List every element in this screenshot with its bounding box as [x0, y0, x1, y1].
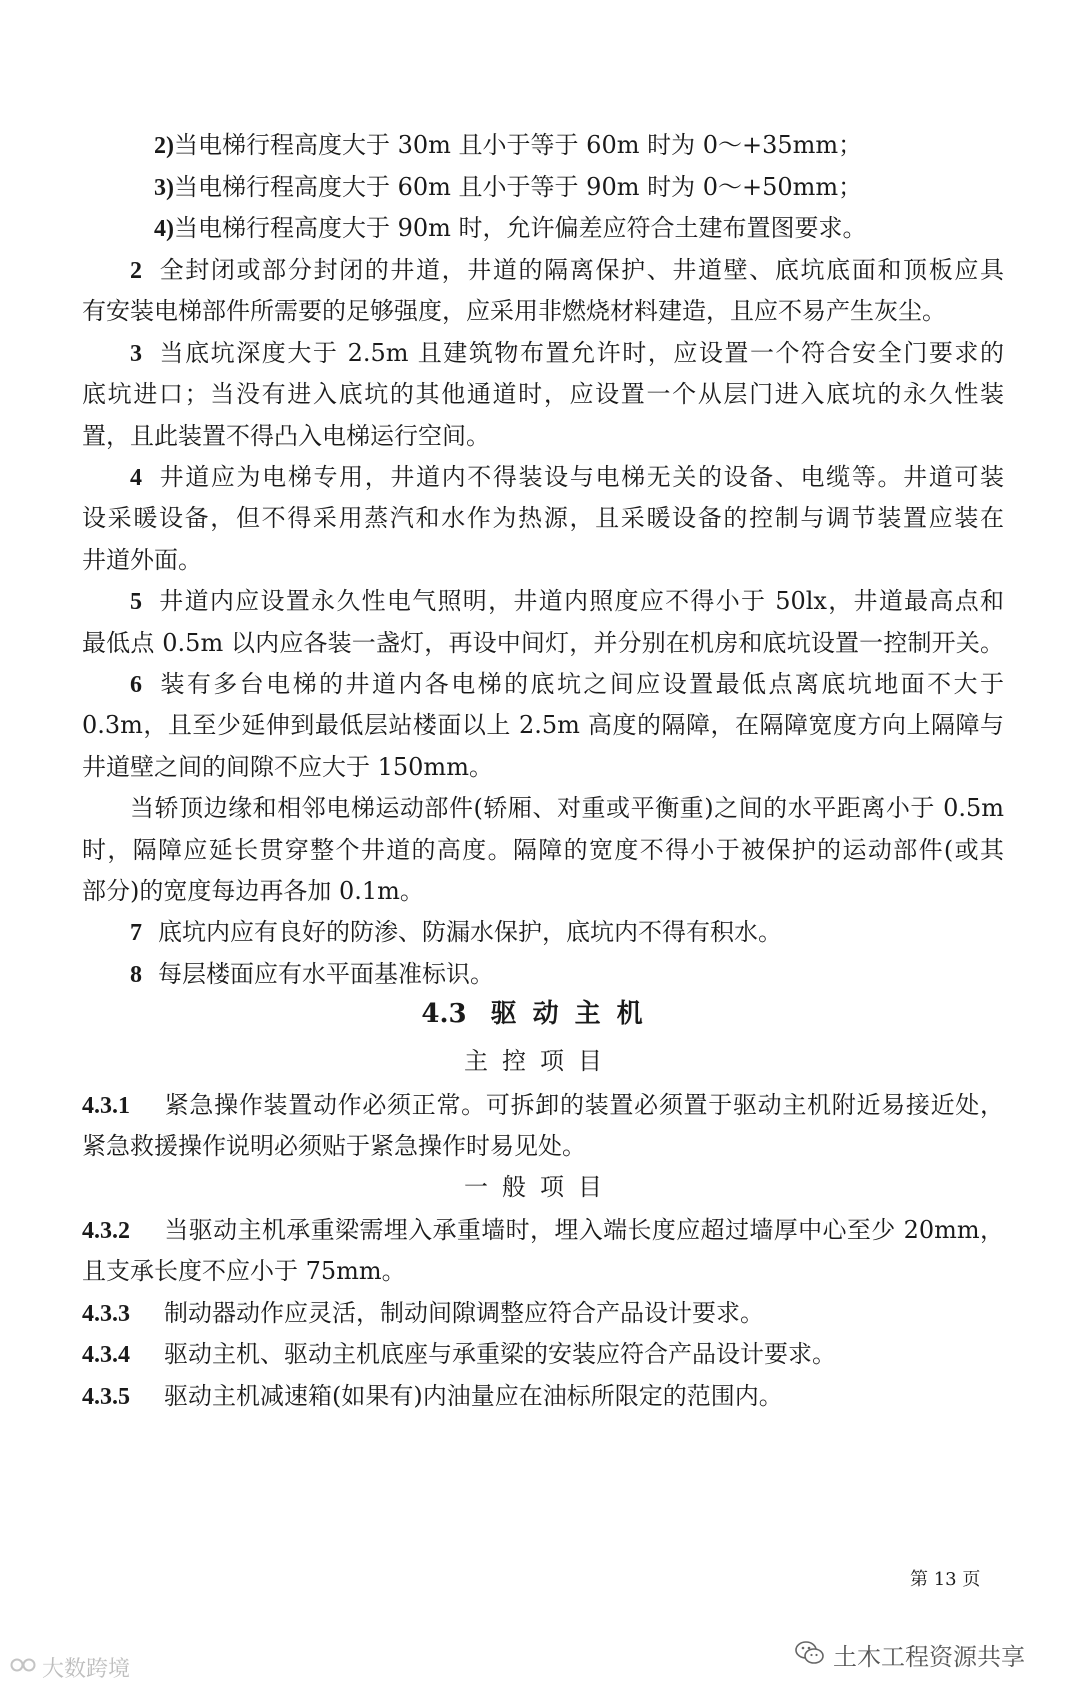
- paragraph-5-line: 最低点 0.5m 以内应各装一盏灯，再设中间灯，并分别在机房和底坑设置一控制开关。: [82, 629, 1004, 657]
- paragraph-cont-line: 时，隔障应延长贯穿整个井道的高度。隔障的宽度不得小于被保护的运动部件(或其: [82, 836, 1004, 864]
- watermark-right: [795, 1640, 1025, 1674]
- section-heading: 4.3 驱动主机: [421, 999, 659, 1029]
- paragraph-3-line: 底坑进口；当没有进入底坑的其他通道时，应设置一个从层门进入底坑的永久性装: [82, 380, 1004, 408]
- paragraph-6-line: 0.3m，且至少延伸到最低层站楼面以上 2.5m 高度的隔障，在隔障宽度方向上隔障与: [82, 711, 1004, 739]
- paragraph-cont-line: 当轿顶边缘和相邻电梯运动部件(轿厢、对重或平衡重)之间的水平距离小于 0.5m: [130, 794, 1004, 822]
- page-number: 第 13 页: [910, 1569, 981, 1590]
- paragraph-4-line: 4 井道应为电梯专用，井道内不得装设与电梯无关的设备、电缆等。井道可装: [130, 463, 1004, 491]
- paragraph-8-line: 8 每层楼面应有水平面基准标识。: [130, 960, 494, 988]
- paragraph-2-line: 有安装电梯部件所需要的足够强度，应采用非燃烧材料建造，且应不易产生灰尘。: [82, 297, 946, 325]
- brand-logo-icon: [10, 1654, 36, 1685]
- clause-line: 4.3.2 当驱动主机承重梁需埋入承重墙时，埋入端长度应超过墙厚中心至少 20mm，: [82, 1216, 1004, 1244]
- paragraph-2-line: 2 全封闭或部分封闭的井道，井道的隔离保护、井道壁、底坑底面和顶板应具: [130, 256, 1004, 284]
- watermark-left-text: 大数跨境: [42, 1656, 131, 1682]
- clause-4-3-1-line: 4.3.1 紧急操作装置动作必须正常。可拆卸的装置必须置于驱动主机附近易接近处，: [82, 1091, 1004, 1119]
- paragraph-5-line: 5 井道内应设置永久性电气照明，井道内照度应不得小于 50lx，井道最高点和: [130, 587, 1004, 615]
- sub-item: 4)当电梯行程高度大于 90m 时，允许偏差应符合土建布置图要求。: [154, 214, 867, 242]
- wechat-icon: [795, 1640, 825, 1674]
- sub-item: 3)当电梯行程高度大于 60m 且小于等于 90m 时为 0～+50mm；: [154, 173, 863, 201]
- paragraph-3-line: 置，且此装置不得凸入电梯运行空间。: [82, 422, 490, 450]
- clause-line: 且支承长度不应小于 75mm。: [82, 1257, 406, 1285]
- clause-line: 4.3.5 驱动主机减速箱(如果有)内油量应在油标所限定的范围内。: [82, 1382, 783, 1410]
- watermark-left: [10, 1654, 130, 1685]
- paragraph-6-line: 6 装有多台电梯的井道内各电梯的底坑之间应设置最低点离底坑地面不大于: [130, 670, 1004, 698]
- paragraph-6-line: 井道壁之间的间隙不应大于 150mm。: [82, 753, 493, 781]
- sub-item: 2)当电梯行程高度大于 30m 且小于等于 60m 时为 0～+35mm；: [154, 131, 863, 159]
- paragraph-3-line: 3 当底坑深度大于 2.5m 且建筑物布置允许时，应设置一个符合安全门要求的: [130, 339, 1004, 367]
- main-items-subheading: 主控项目: [464, 1047, 616, 1075]
- clause-line: 4.3.4 驱动主机、驱动主机底座与承重梁的安装应符合产品设计要求。: [82, 1340, 836, 1368]
- paragraph-4-line: 设采暖设备，但不得采用蒸汽和水作为热源，且采暖设备的控制与调节装置应装在: [82, 504, 1004, 532]
- clause-line: 4.3.3 制动器动作应灵活，制动间隙调整应符合产品设计要求。: [82, 1299, 764, 1327]
- paragraph-7-line: 7 底坑内应有良好的防渗、防漏水保护，底坑内不得有积水。: [130, 918, 782, 946]
- watermark-right-text: 土木工程资源共享: [833, 1643, 1025, 1671]
- paragraph-4-line: 井道外面。: [82, 546, 202, 574]
- clause-4-3-1-line: 紧急救援操作说明必须贴于紧急操作时易见处。: [82, 1132, 586, 1160]
- paragraph-cont-line: 部分)的宽度每边再各加 0.1m。: [82, 877, 424, 905]
- general-items-subheading: 一般项目: [464, 1173, 616, 1201]
